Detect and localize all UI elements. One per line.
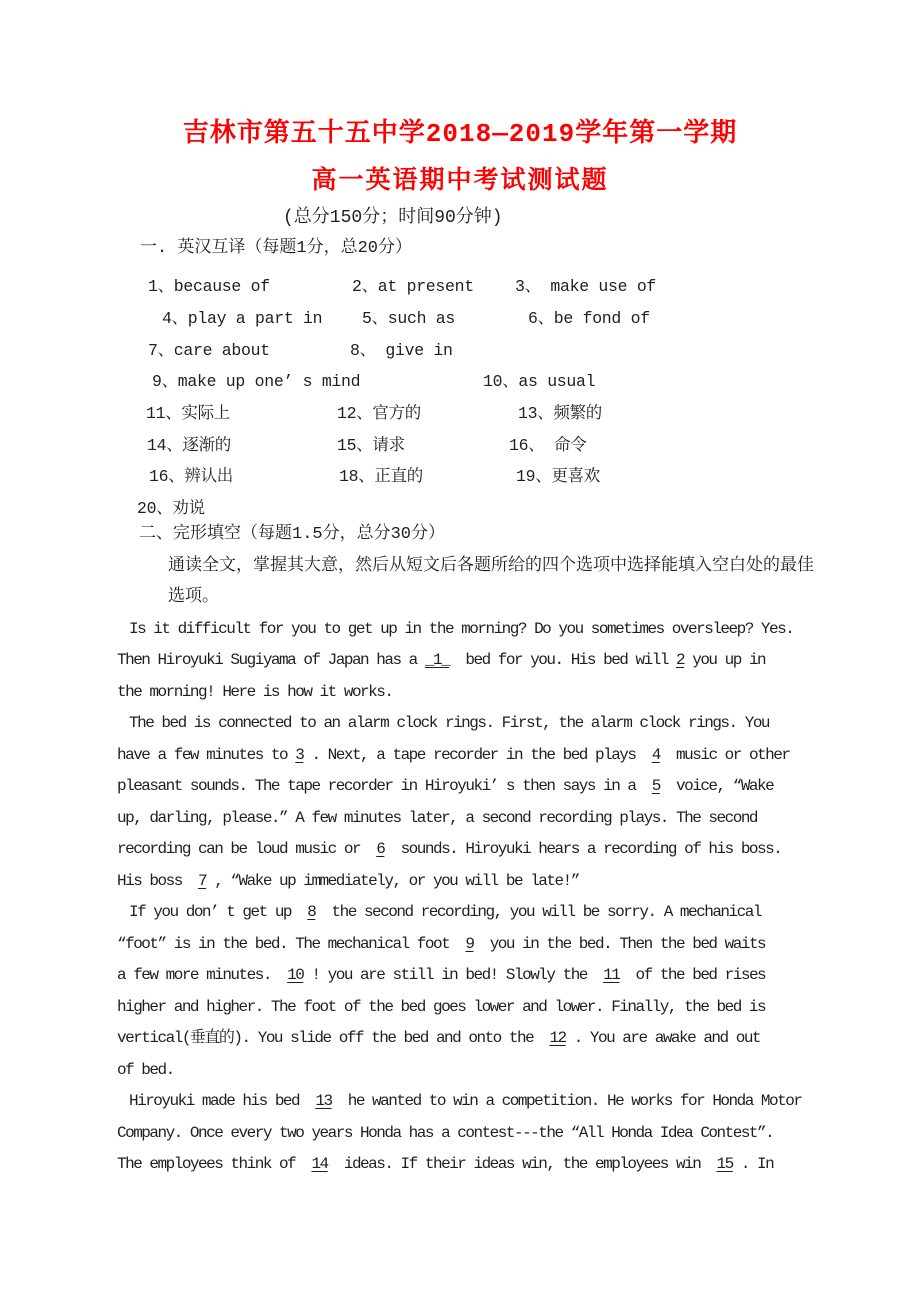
translation-item-10: 10、as usual xyxy=(483,372,596,391)
translation-item-19: 19、更喜欢 xyxy=(516,467,601,486)
passage-line: “foot” is in the bed. The mechanical foot 9 you in the bed. Then the bed waits xyxy=(117,935,766,953)
blank-11: 11 xyxy=(603,966,620,984)
passage-line: a few more minutes. 10 ! you are still in bed! Slowly the 11 of the bed rises xyxy=(117,966,766,984)
blank-15: 15 xyxy=(716,1155,733,1173)
translation-row xyxy=(0,272,920,296)
translation-item-14: 14、逐渐的 xyxy=(147,436,232,455)
passage-line: Hiroyuki made his bed 13 he wanted to win a competition. He works for Honda Motor xyxy=(129,1092,802,1110)
translation-item-2: 2、at present xyxy=(352,277,474,296)
passage-line: Then Hiroyuki Sugiyama of Japan has a _1_ bed for you. His bed will 2 you up in xyxy=(117,651,766,669)
translation-row xyxy=(0,431,920,455)
translation-item-11: 11、实际上 xyxy=(146,404,231,423)
translation-item-6: 6、be fond of xyxy=(528,309,650,328)
document-title: 吉林市第五十五中学2018—2019学年第一学期 xyxy=(182,119,738,149)
passage-line: vertical(垂直的). You slide off the bed and onto the 12 . You are awake and out xyxy=(117,1029,761,1047)
translation-item-16: 16、 命令 xyxy=(509,436,587,455)
translation-row xyxy=(0,367,920,391)
passage-line: up, darling, please.” A few minutes later, a second recording plays. The second xyxy=(117,809,758,827)
passage-line: of bed. xyxy=(117,1061,174,1079)
blank-7: 7 xyxy=(198,872,207,890)
translation-item-18: 18、正直的 xyxy=(339,467,424,486)
passage-line: have a few minutes to 3 . Next, a tape recorder in the bed plays 4 music or other xyxy=(117,746,790,764)
passage-line: The bed is connected to an alarm clock rings. First, the alarm clock rings. You xyxy=(129,714,770,732)
blank-8: 8 xyxy=(307,903,316,921)
translation-item-7: 7、care about xyxy=(148,341,270,360)
translation-item-20: 20、劝说 xyxy=(137,499,205,518)
passage-line: His boss 7 , “Wake up immediately, or you will be late!” xyxy=(117,872,579,890)
translation-item-1: 1、because of xyxy=(148,277,270,296)
blank-12: 12 xyxy=(549,1029,566,1047)
translation-row xyxy=(0,336,920,360)
document-subtitle: 高一英语期中考试测试题 xyxy=(311,167,609,196)
passage-line: The employees think of 14 ideas. If their ideas win, the employees win 15 . In xyxy=(117,1155,774,1173)
translation-item-8: 8、 give in xyxy=(350,341,453,360)
blank-13: 13 xyxy=(315,1092,332,1110)
blank-2: 2 xyxy=(676,651,685,669)
passage-line: Is it difficult for you to get up in the morning? Do you sometimes oversleep? Yes. xyxy=(129,620,794,638)
translation-item-4: 4、play a part in xyxy=(162,309,323,328)
translation-row xyxy=(0,304,920,328)
section-1-heading: 一. 英汉互译（每题1分，总20分） xyxy=(140,239,413,258)
passage-line: Company. Once every two years Honda has a contest---the “All Honda Idea Contest”. xyxy=(117,1124,774,1142)
blank-9: 9 xyxy=(465,935,474,953)
cloze-instructions-line-1: 通读全文，掌握其大意，然后从短文后各题所给的四个选项中选择能填入空白处的最佳 xyxy=(168,557,814,576)
blank-4: 4 xyxy=(651,746,660,764)
blank-5: 5 xyxy=(651,777,660,795)
section-2-heading: 二、完形填空（每题1.5分，总分30分） xyxy=(139,525,446,544)
passage-line: recording can be loud music or 6 sounds. Hiroyuki hears a recording of his boss. xyxy=(117,840,782,858)
translation-item-9: 9、make up one’ s mind xyxy=(152,372,361,391)
score-time-info: (总分150分；时间90分钟) xyxy=(283,208,503,228)
translation-item-17: 16、辨认出 xyxy=(149,467,234,486)
passage-line: the morning! Here is how it works. xyxy=(117,683,393,701)
passage-line: If you don’ t get up 8 the second recording, you will be sorry. A mechanical xyxy=(129,903,761,921)
translation-row xyxy=(0,462,920,486)
blank-6: 6 xyxy=(376,840,385,858)
translation-item-5: 5、such as xyxy=(362,309,456,328)
blank-3: 3 xyxy=(295,746,304,764)
blank-10: 10 xyxy=(287,966,304,984)
translation-row xyxy=(0,494,920,518)
cloze-instructions-line-2: 选项。 xyxy=(168,588,219,607)
passage-line: higher and higher. The foot of the bed goes lower and lower. Finally, the bed is xyxy=(117,998,766,1016)
passage-line: pleasant sounds. The tape recorder in Hiroyuki’ s then says in a 5 voice, “Wake xyxy=(117,777,774,795)
blank-14: 14 xyxy=(311,1155,328,1173)
translation-item-15: 15、请求 xyxy=(337,436,405,455)
translation-item-3: 3、 make use of xyxy=(515,277,657,296)
translation-item-13: 13、频繁的 xyxy=(518,404,603,423)
translation-row xyxy=(0,399,920,423)
blank-1: _1_ xyxy=(424,651,450,669)
translation-item-12: 12、官方的 xyxy=(337,404,422,423)
